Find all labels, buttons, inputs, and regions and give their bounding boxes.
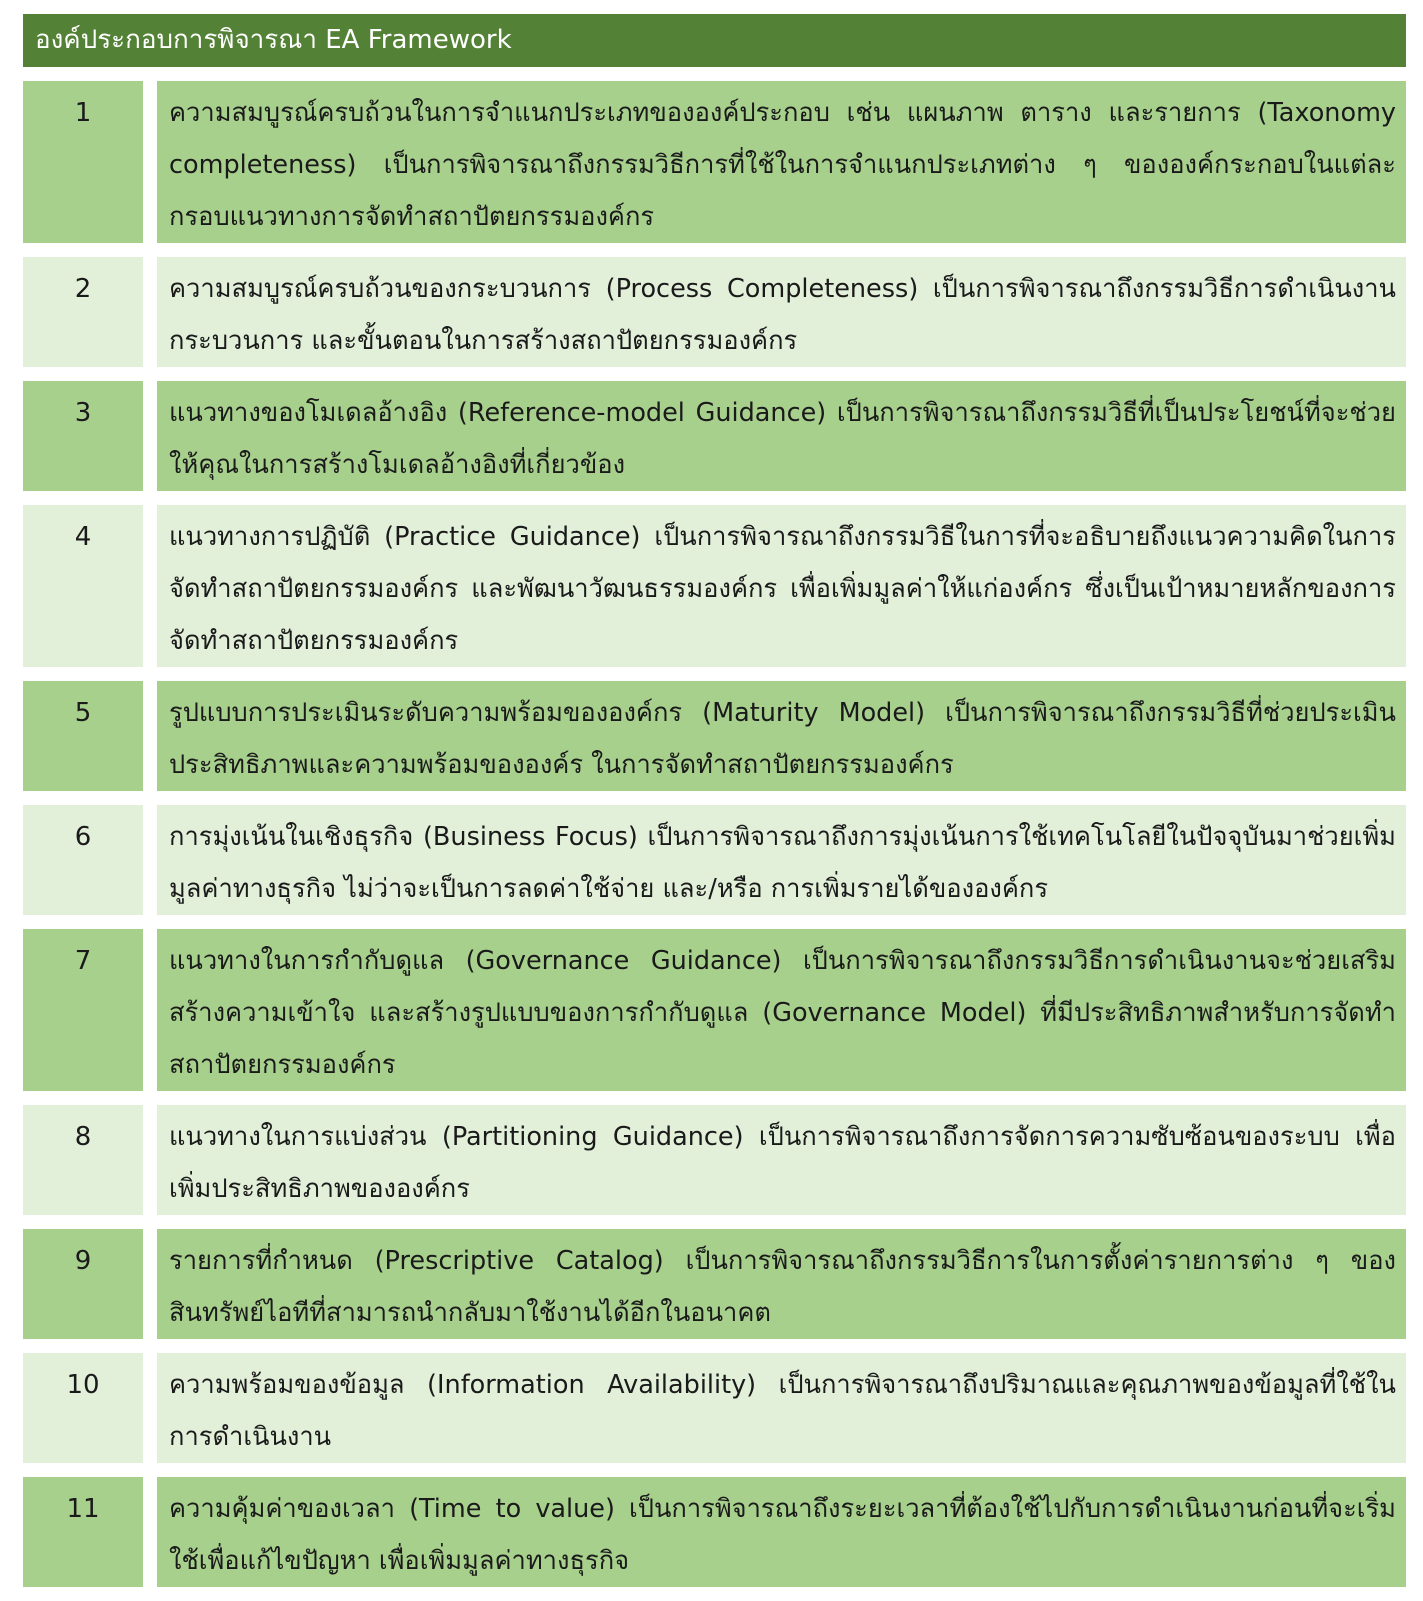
row-number: 6	[23, 805, 143, 915]
table-row	[23, 81, 1406, 243]
row-description: แนวทางในการแบ่งส่วน (Partitioning Guidance) เป็นการพิจารณาถึงการจัดการความซับซ้อนของระบบ เพื่อเพิ่มประสิทธิภาพขององค์กร	[157, 1105, 1406, 1215]
row-description: ความสมบูรณ์ครบถ้วนในการจำแนกประเภทขององค์ประกอบ เช่น แผนภาพ ตาราง และรายการ (Taxonomy completeness) เป็นการพิจารณาถึงกรรมวิธีการที่ใช้ในการจำแนกประเภทต่าง ๆ ขององค์กระกอบในแต่ละกรอบแนวทางการจัดทำสถาปัตยกรรมองค์กร	[157, 81, 1406, 243]
table-row	[23, 805, 1406, 915]
table-row	[23, 505, 1406, 667]
row-description: รายการที่กำหนด (Prescriptive Catalog) เป็นการพิจารณาถึงกรรมวิธีการในการตั้งค่ารายการต่าง ๆ ของสินทรัพย์ไอทีที่สามารถนำกลับมาใช้งานได้อีกในอนาคต	[157, 1229, 1406, 1339]
row-number: 10	[23, 1353, 143, 1463]
row-number: 3	[23, 381, 143, 491]
table-row	[23, 1353, 1406, 1463]
table-row	[23, 929, 1406, 1091]
row-description: ความสมบูรณ์ครบถ้วนของกระบวนการ (Process Completeness) เป็นการพิจารณาถึงกรรมวิธีการดำเนินงาน กระบวนการ และขั้นตอนในการสร้างสถาปัตยกรรมองค์กร	[157, 257, 1406, 367]
row-number: 11	[23, 1477, 143, 1587]
table-body	[23, 81, 1406, 1587]
table-header: องค์ประกอบการพิจารณา EA Framework	[23, 14, 1406, 67]
row-number: 1	[23, 81, 143, 243]
row-number: 2	[23, 257, 143, 367]
table-row	[23, 1105, 1406, 1215]
row-number: 4	[23, 505, 143, 667]
row-number: 7	[23, 929, 143, 1091]
row-number: 9	[23, 1229, 143, 1339]
row-description: การมุ่งเน้นในเชิงธุรกิจ (Business Focus) เป็นการพิจารณาถึงการมุ่งเน้นการใช้เทคโนโลยีในปัจจุบันมาช่วยเพิ่มมูลค่าทางธุรกิจ ไม่ว่าจะเป็นการลดค่าใช้จ่าย และ/หรือ การเพิ่มรายได้ขององค์กร	[157, 805, 1406, 915]
row-description: ความพร้อมของข้อมูล (Information Availability) เป็นการพิจารณาถึงปริมาณและคุณภาพของข้อมูลที่ใช้ในการดำเนินงาน	[157, 1353, 1406, 1463]
table-row	[23, 1477, 1406, 1587]
table-row	[23, 381, 1406, 491]
row-number: 8	[23, 1105, 143, 1215]
row-description: แนวทางของโมเดลอ้างอิง (Reference-model Guidance) เป็นการพิจารณาถึงกรรมวิธีที่เป็นประโยชน์ที่จะช่วยให้คุณในการสร้างโมเดลอ้างอิงที่เกี่ยวข้อง	[157, 381, 1406, 491]
row-description: รูปแบบการประเมินระดับความพร้อมขององค์กร (Maturity Model) เป็นการพิจารณาถึงกรรมวิธีที่ช่วยประเมินประสิทธิภาพและความพร้อมขององค์ร ในการจัดทำสถาปัตยกรรมองค์กร	[157, 681, 1406, 791]
table-row	[23, 1229, 1406, 1339]
row-description: แนวทางการปฏิบัติ (Practice Guidance) เป็นการพิจารณาถึงกรรมวิธีในการที่จะอธิบายถึงแนวความคิดในการจัดทำสถาปัตยกรรมองค์กร และพัฒนาวัฒนธรรมองค์กร เพื่อเพิ่มมูลค่าให้แก่องค์กร ซึ่งเป็นเป้าหมายหลักของการจัดทำสถาปัตยกรรมองค์กร	[157, 505, 1406, 667]
row-description: ความคุ้มค่าของเวลา (Time to value) เป็นการพิจารณาถึงระยะเวลาที่ต้องใช้ไปกับการดำเนินงานก่อนที่จะเริ่มใช้เพื่อแก้ไขปัญหา เพื่อเพิ่มมูลค่าทางธุรกิจ	[157, 1477, 1406, 1587]
ea-framework-table	[23, 14, 1406, 1601]
row-description: แนวทางในการกำกับดูแล (Governance Guidance) เป็นการพิจารณาถึงกรรมวิธีการดำเนินงานจะช่วยเสริมสร้างความเข้าใจ และสร้างรูปแบบของการกำกับดูแล (Governance Model) ที่มีประสิทธิภาพสำหรับการจัดทำสถาปัตยกรรมองค์กร	[157, 929, 1406, 1091]
table-row	[23, 681, 1406, 791]
row-number: 5	[23, 681, 143, 791]
table-row	[23, 257, 1406, 367]
